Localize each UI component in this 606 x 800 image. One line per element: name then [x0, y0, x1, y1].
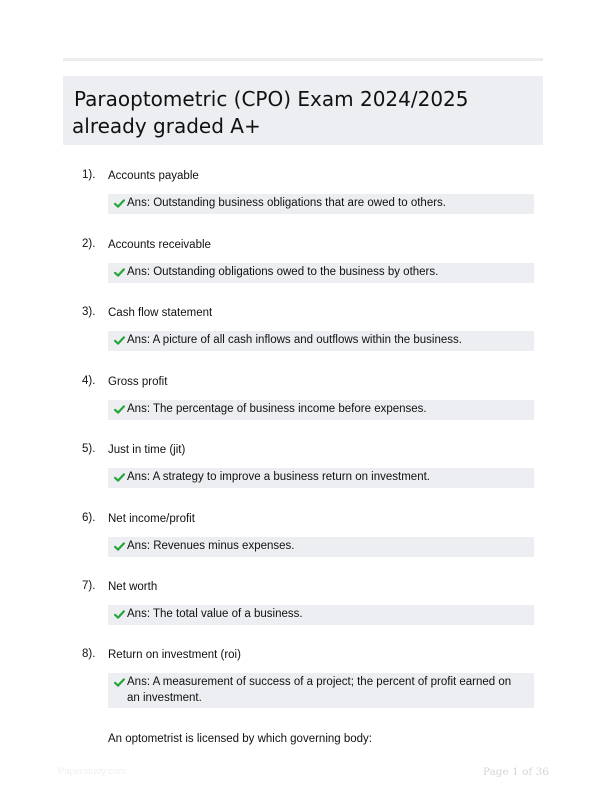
- question-number: 4).: [82, 375, 96, 387]
- answer-box: [108, 263, 534, 283]
- answer-box: [108, 400, 534, 420]
- question-text: Return on investment (roi): [108, 649, 241, 661]
- check-icon: [114, 335, 125, 346]
- question-text: Just in time (jit): [108, 444, 186, 456]
- answer-text: Ans: The total value of a business.: [127, 608, 303, 620]
- answer-text: Ans: The percentage of business income before expenses.: [127, 403, 427, 415]
- question-text: Gross profit: [108, 376, 168, 388]
- question-text: Accounts payable: [108, 170, 199, 182]
- question-number: 7).: [82, 580, 96, 592]
- answer-box: [108, 468, 534, 488]
- answer-box: [108, 673, 534, 708]
- question-text: Cash flow statement: [108, 307, 213, 319]
- question-number: 5).: [82, 443, 96, 455]
- page-title: Paraoptometric (CPO) Exam 2024/2025 already graded A+: [72, 87, 469, 138]
- answer-box: [108, 537, 534, 557]
- answer-box: [108, 194, 534, 214]
- question-number: 2).: [82, 238, 96, 250]
- question-text: Net worth: [108, 581, 158, 593]
- check-icon: [114, 404, 125, 415]
- check-icon: [114, 198, 125, 209]
- page-number: Page 1 of 36: [482, 766, 549, 778]
- next-question-text: An optometrist is licensed by which governing body:: [108, 733, 373, 745]
- answer-text: Ans: A picture of all cash inflows and outflows within the business.: [127, 334, 462, 346]
- answer-text: Ans: A strategy to improve a business return on investment.: [127, 471, 430, 483]
- answer-text: Ans: Outstanding business obligations that are owed to others.: [127, 197, 447, 209]
- check-icon: [114, 609, 125, 620]
- question-text: Accounts receivable: [108, 239, 211, 251]
- question-number: 6).: [82, 512, 96, 524]
- footer-watermark: Paperstudy.com: [58, 766, 126, 777]
- answer-box: [108, 331, 534, 351]
- question-text: Net income/profit: [108, 513, 195, 525]
- answer-text: Ans: Outstanding obligations owed to the business by others.: [127, 266, 439, 278]
- answer-text: Ans: A measurement of success of a project; the percent of profit earned on an investment.: [127, 676, 512, 704]
- question-number: 1).: [82, 169, 96, 181]
- check-icon: [114, 541, 125, 552]
- check-icon: [114, 677, 125, 688]
- top-divider: [63, 58, 543, 61]
- answer-box: [108, 605, 534, 625]
- question-number: 3).: [82, 306, 96, 318]
- title-banner: [63, 76, 543, 145]
- question-number: 8).: [82, 648, 96, 660]
- check-icon: [114, 472, 125, 483]
- check-icon: [114, 267, 125, 278]
- answer-text: Ans: Revenues minus expenses.: [127, 540, 295, 552]
